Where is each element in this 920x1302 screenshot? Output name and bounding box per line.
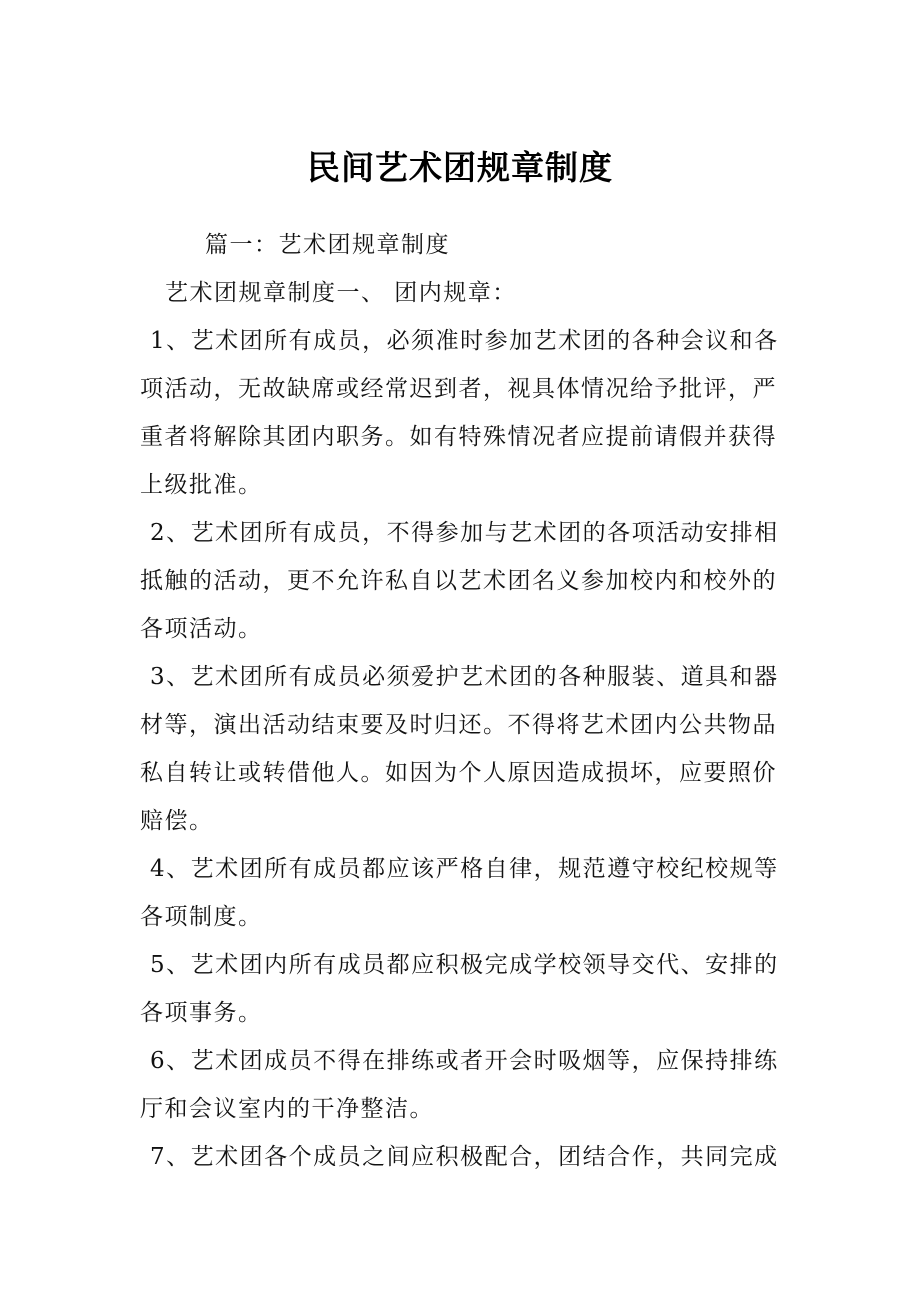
text-line-12: 4、艺术团所有成员都应该严格自律，规范遵守校纪校规等 <box>150 856 779 882</box>
text-line-9: 材等，演出活动结束要及时归还。不得将艺术团内公共物品 <box>140 712 777 738</box>
text-line-2: 项活动，无故缺席或经常迟到者，视具体情况给予批评，严 <box>140 376 777 402</box>
text-line-17: 厅和会议室内的干净整洁。 <box>140 1096 434 1122</box>
text-line-8: 3、艺术团所有成员必须爱护艺术团的各种服装、道具和器 <box>150 664 779 690</box>
text-line-10: 私自转让或转借他人。如因为个人原因造成损坏，应要照价 <box>140 760 777 786</box>
text-line-11: 赔偿。 <box>140 808 214 834</box>
text-line-4: 上级批准。 <box>140 472 263 498</box>
text-line-7: 各项活动。 <box>140 616 263 642</box>
section-intro: 艺术团规章制度一、 团内规章： <box>165 280 517 306</box>
text-line-13: 各项制度。 <box>140 904 263 930</box>
text-line-5: 2、艺术团所有成员，不得参加与艺术团的各项活动安排相 <box>150 520 779 546</box>
text-line-1: 1、艺术团所有成员，必须准时参加艺术团的各种会议和各 <box>150 328 779 354</box>
text-line-18: 7、艺术团各个成员之间应积极配合，团结合作，共同完成 <box>150 1144 779 1170</box>
chapter-heading: 篇一：艺术团规章制度 <box>205 232 450 258</box>
document-title: 民间艺术团规章制度 <box>307 148 613 187</box>
text-line-14: 5、艺术团内所有成员都应积极完成学校领导交代、安排的 <box>150 952 779 978</box>
text-line-16: 6、艺术团成员不得在排练或者开会时吸烟等，应保持排练 <box>150 1048 779 1074</box>
text-line-15: 各项事务。 <box>140 1000 263 1026</box>
text-line-6: 抵触的活动，更不允许私自以艺术团名义参加校内和校外的 <box>140 568 777 594</box>
text-line-3: 重者将解除其团内职务。如有特殊情况者应提前请假并获得 <box>140 424 777 450</box>
